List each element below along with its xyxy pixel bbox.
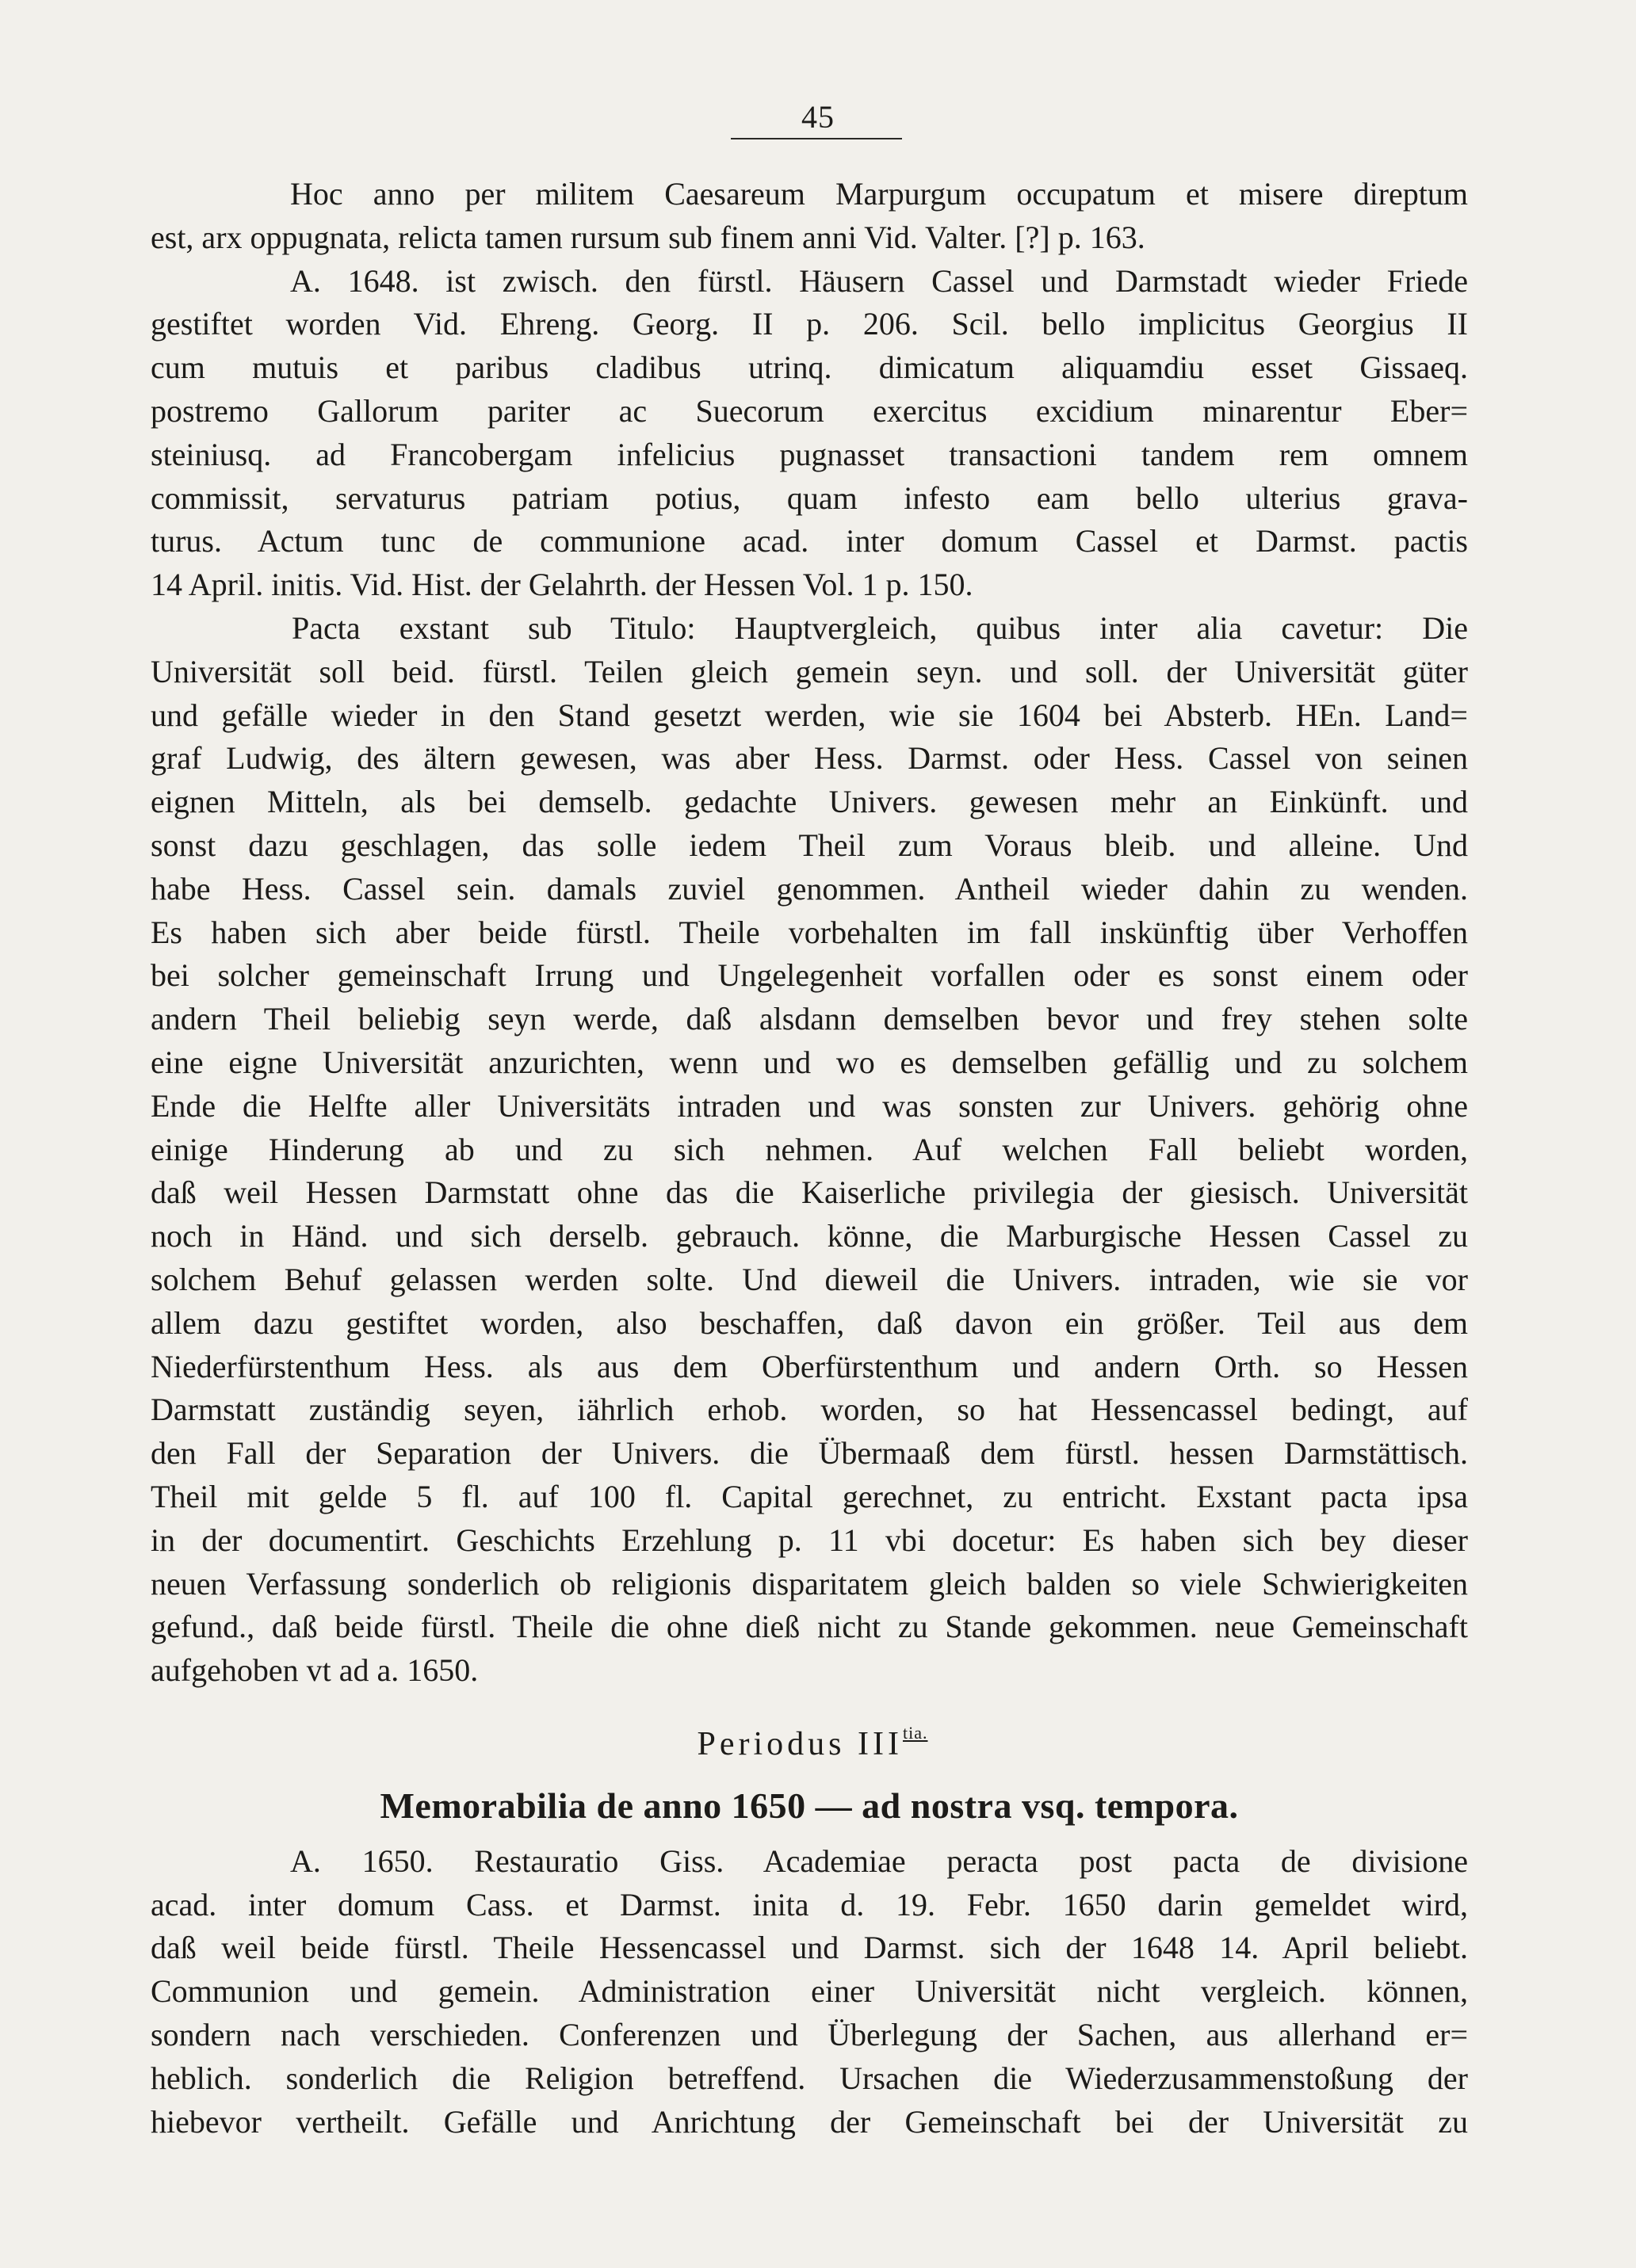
text-line: postremo Gallorum pariter ac Suecorum exercitus excidium minarentur Eber= [151,392,1468,429]
period-suffix: tia. [902,1722,928,1743]
text-line: gefund., daß beide fürstl. Theile die ohne dieß nicht zu Stande gekommen. neue Gemeinschaft [151,1609,1468,1645]
text-line: steiniusq. ad Francobergam infelicius pugnasset transactioni tandem rem omnem [151,436,1468,472]
text-line: habe Hess. Cassel sein. damals zuviel genommen. Antheil wieder dahin zu wenden. [151,870,1468,907]
text-line: acad. inter domum Cass. et Darmst. inita d. 19. Febr. 1650 darin gemeldet wird, [151,1886,1468,1922]
section-period-label [157,1710,1468,1767]
text-line: Niederfürstenthum Hess. als aus dem Oberfürstenthum und andern Orth. so Hessen [151,1348,1468,1384]
text-line: Theil mit gelde 5 fl. auf 100 fl. Capital gerechnet, zu entricht. Exstant pacta ipsa [151,1478,1468,1514]
text-line: est, arx oppugnata, relicta tamen rursum sub finem anni Vid. Valter. [?] p. 163. [151,219,1145,255]
text-line: Universität soll beid. fürstl. Teilen gleich gemein seyn. und soll. der Universität güter [151,653,1468,689]
text-line: Es haben sich aber beide fürstl. Theile vorbehalten im fall inskünftig über Verhoffen [151,914,1468,950]
page-number: 45 [801,99,835,135]
period-label: Periodus III [697,1725,903,1762]
text-line: Hoc anno per militem Caesareum Marpurgum occupatum et misere direptum [290,176,1468,212]
text-line: eignen Mitteln, als bei demselb. gedachte Univers. gewesen mehr an Einkünft. und [151,784,1468,820]
section-heading: Memorabilia de anno 1650 — ad nostra vsq. tempora. [380,1785,1239,1826]
text-line: 14 April. initis. Vid. Hist. der Gelahrth. der Hessen Vol. 1 p. 150. [151,567,973,603]
text-line: solchem Behuf gelassen werden solte. Und dieweil die Univers. intraden, wie sie vor [151,1261,1468,1297]
text-line: daß weil Hessen Darmstatt ohne das die Kaiserliche privilegia der giesisch. Universität [151,1174,1468,1211]
text-line: hiebevor vertheilt. Gefälle und Anrichtung der Gemeinschaft bei der Universität zu [151,2103,1468,2140]
text-line: cum mutuis et paribus cladibus utrinq. dimicatum aliquamdiu esset Gissaeq. [151,349,1468,386]
text-line: einige Hinderung ab und zu sich nehmen. Auf welchen Fall beliebt worden, [151,1131,1468,1167]
paragraph-siege [151,173,1468,260]
text-line: A. 1648. ist zwisch. den fürstl. Häusern Cassel und Darmstadt wieder Friede [290,262,1468,299]
text-line: graf Ludwig, des ältern gewesen, was aber Hess. Darmst. oder Hess. Cassel von seinen [151,740,1468,777]
text-line: heblich. sonderlich die Religion betreffend. Ursachen die Wiederzusammenstoßung der [151,2060,1468,2096]
text-line: commissit, servaturus patriam potius, quam infesto eam bello ulterius grava- [151,479,1468,516]
text-line: daß weil beide fürstl. Theile Hessencassel und Darmst. sich der 1648 14. April beliebt. [151,1930,1468,1966]
text-line: Pacta exstant sub Titulo: Hauptvergleich, quibus inter alia cavetur: Die [292,609,1468,646]
text-line: neuen Verfassung sonderlich ob religionis disparitatem gleich balden so viele Schwierigkeiten [151,1565,1468,1602]
text-line: allem dazu gestiftet worden, also beschaffen, daß davon ein größer. Teil aus dem [151,1304,1468,1341]
text-line: turus. Actum tunc de communione acad. inter domum Cassel et Darmst. pactis [151,523,1468,559]
text-line: und gefälle wieder in den Stand gesetzt werden, wie sie 1604 bei Absterb. HEn. Land= [151,697,1468,733]
text-line: sondern nach verschieden. Conferenzen und Überlegung der Sachen, aus allerhand er= [151,2017,1468,2053]
text-line: A. 1650. Restauratio Giss. Academiae peracta post pacta de divisione [290,1842,1468,1879]
text-line: in der documentirt. Geschichts Erzehlung p. 11 vbi docetur: Es haben sich bey dieser [151,1522,1468,1558]
text-line: aufgehoben vt ad a. 1650. [151,1652,479,1689]
page-body [151,173,1468,2144]
paragraph-restoration-1650 [151,1840,1468,2144]
text-line: noch in Händ. und sich derselb. gebrauch. könne, die Marburgische Hessen Cassel zu [151,1218,1468,1254]
text-line: Ende die Helfte aller Universitäts intraden und was sonsten zur Univers. gehörig ohne [151,1087,1468,1124]
text-line: Darmstatt zuständig seyen, iährlich erhob. worden, so hat Hessencassel bedingt, auf [151,1392,1468,1428]
text-line: den Fall der Separation der Univers. die Übermaaß dem fürstl. hessen Darmstättisch. [151,1435,1468,1472]
paragraph-peace-1648 [151,260,1468,607]
header-rule [731,138,902,139]
text-line: eine eigne Universität anzurichten, wenn und wo es demselben gefällig und zu solchem [151,1044,1468,1080]
text-line: Communion und gemein. Administration einer Universität nicht vergleich. können, [151,1973,1468,2010]
text-line: andern Theil beliebig seyn werde, daß alsdann demselben bevor und frey stehen solte [151,1001,1468,1037]
text-line: gestiftet worden Vid. Ehreng. Georg. II p. 206. Scil. bello implicitus Georgius II [151,306,1468,342]
paragraph-pacta [151,607,1468,1693]
text-line: bei solcher gemeinschaft Irrung und Ungelegenheit vorfallen oder es sonst einem oder [151,957,1468,994]
text-line: sonst dazu geschlagen, das solle iedem Theil zum Voraus bleib. und alleine. Und [151,827,1468,863]
